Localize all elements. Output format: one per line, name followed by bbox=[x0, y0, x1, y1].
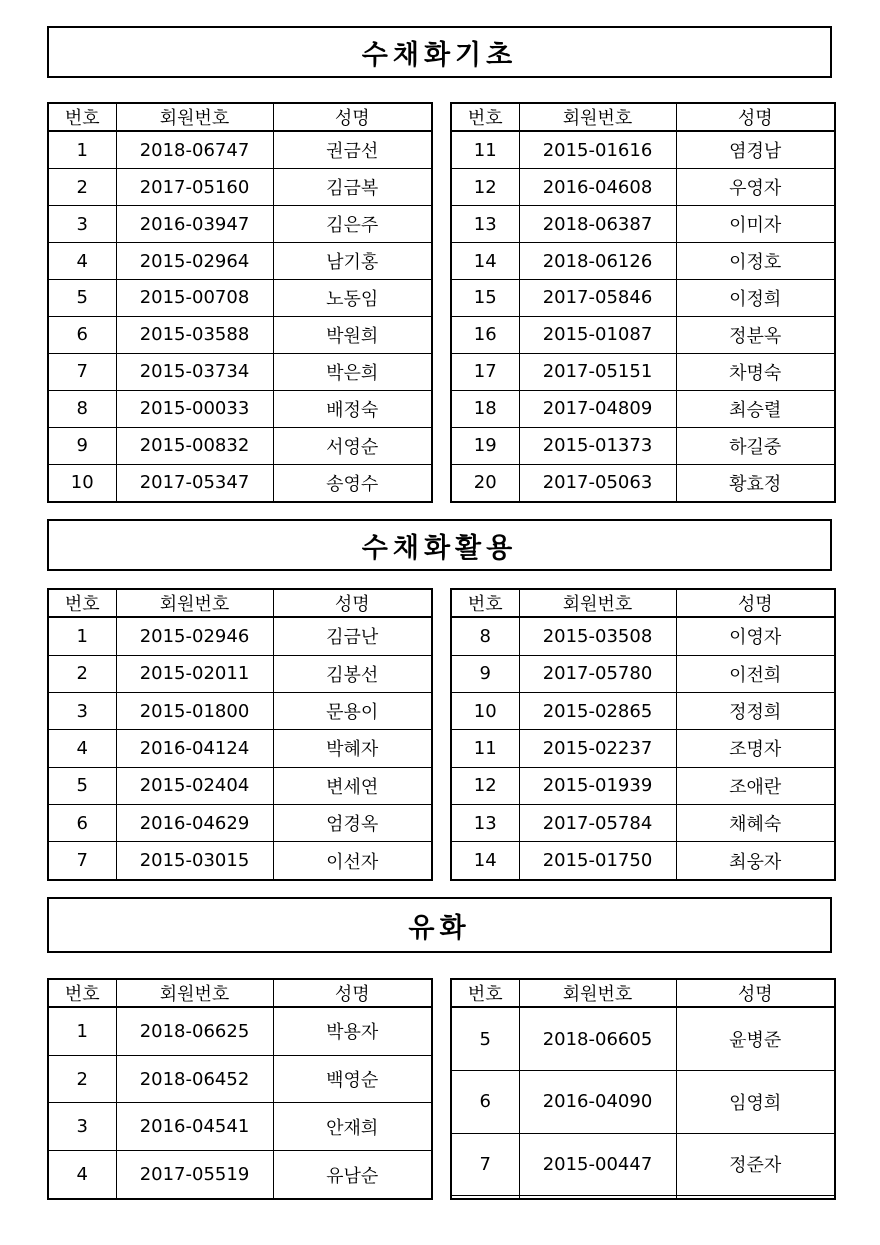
cell-number: 1 bbox=[48, 617, 116, 655]
table-row bbox=[48, 842, 432, 880]
table-row bbox=[451, 427, 835, 464]
cell-name: 조애란 bbox=[676, 767, 835, 804]
cell-number: 4 bbox=[48, 243, 116, 280]
cell-number: 2 bbox=[48, 655, 116, 692]
cell-member-id: 2016-04629 bbox=[116, 805, 273, 842]
cell-number: 14 bbox=[451, 243, 519, 280]
cell-name: 노동임 bbox=[273, 280, 432, 317]
table-row bbox=[48, 353, 432, 390]
roster-table-watercolor-applied-right bbox=[450, 588, 836, 881]
cell-name: 이선자 bbox=[273, 842, 432, 880]
cell-name: 윤병준 bbox=[676, 1007, 835, 1071]
table-row bbox=[451, 464, 835, 502]
table-row bbox=[48, 131, 432, 169]
table-row bbox=[451, 206, 835, 243]
cell-number: 20 bbox=[451, 464, 519, 502]
table-row bbox=[48, 1103, 432, 1151]
cell-name: 김금복 bbox=[273, 169, 432, 206]
table-row bbox=[451, 692, 835, 729]
cell-name: 최승렬 bbox=[676, 390, 835, 427]
cell-number: 2 bbox=[48, 1055, 116, 1103]
cell-member-id: 2015-00447 bbox=[519, 1133, 676, 1195]
roster-table-oil-painting-right bbox=[450, 978, 836, 1200]
cell-number: 7 bbox=[48, 842, 116, 880]
table-row bbox=[48, 655, 432, 692]
cell-number: 6 bbox=[48, 805, 116, 842]
header-member-id: 회원번호 bbox=[519, 589, 676, 617]
roster-table-oil-painting-left bbox=[47, 978, 433, 1200]
header-name: 성명 bbox=[273, 979, 432, 1007]
cell-member-id: 2015-01616 bbox=[519, 131, 676, 169]
cell-number: 9 bbox=[451, 655, 519, 692]
cell-name: 김봉선 bbox=[273, 655, 432, 692]
table-row bbox=[451, 1196, 835, 1199]
header-name: 성명 bbox=[676, 979, 835, 1007]
cell-member-id: 2016-04124 bbox=[116, 730, 273, 767]
cell-member-id: 2015-02865 bbox=[519, 692, 676, 729]
cell-name: 남기홍 bbox=[273, 243, 432, 280]
cell-name: 배정숙 bbox=[273, 390, 432, 427]
header-name: 성명 bbox=[676, 103, 835, 131]
table-row bbox=[451, 1133, 835, 1195]
cell-member-id: 2016-04608 bbox=[519, 169, 676, 206]
cell-number bbox=[451, 1196, 519, 1199]
cell-name: 우영자 bbox=[676, 169, 835, 206]
cell-name: 이미자 bbox=[676, 206, 835, 243]
cell-number: 8 bbox=[451, 617, 519, 655]
cell-member-id: 2015-01939 bbox=[519, 767, 676, 804]
cell-name: 정정희 bbox=[676, 692, 835, 729]
cell-name: 서영순 bbox=[273, 427, 432, 464]
section-title-watercolor-basic: 수채화기초 bbox=[47, 26, 832, 78]
cell-number: 15 bbox=[451, 280, 519, 317]
cell-name: 안재희 bbox=[273, 1103, 432, 1151]
cell-member-id: 2015-00033 bbox=[116, 390, 273, 427]
cell-member-id: 2017-05780 bbox=[519, 655, 676, 692]
table-header-row bbox=[451, 979, 835, 1007]
cell-number: 11 bbox=[451, 730, 519, 767]
cell-number: 17 bbox=[451, 353, 519, 390]
table-row bbox=[48, 730, 432, 767]
table-header-row bbox=[451, 103, 835, 131]
cell-number: 4 bbox=[48, 1151, 116, 1199]
table-row bbox=[48, 767, 432, 804]
cell-number: 8 bbox=[48, 390, 116, 427]
table-row bbox=[48, 169, 432, 206]
table-header-row bbox=[48, 589, 432, 617]
table-row bbox=[48, 206, 432, 243]
cell-member-id: 2017-04809 bbox=[519, 390, 676, 427]
table-row bbox=[451, 842, 835, 880]
cell-number: 12 bbox=[451, 767, 519, 804]
table-header-row bbox=[451, 589, 835, 617]
cell-member-id: 2017-05151 bbox=[519, 353, 676, 390]
cell-number: 13 bbox=[451, 805, 519, 842]
table-row bbox=[451, 767, 835, 804]
table-row bbox=[48, 280, 432, 317]
cell-number: 3 bbox=[48, 692, 116, 729]
cell-name: 변세연 bbox=[273, 767, 432, 804]
roster-table-watercolor-basic-right bbox=[450, 102, 836, 503]
cell-member-id: 2017-05784 bbox=[519, 805, 676, 842]
cell-name: 임영희 bbox=[676, 1071, 835, 1133]
cell-name: 조명자 bbox=[676, 730, 835, 767]
cell-number: 9 bbox=[48, 427, 116, 464]
cell-name: 송영수 bbox=[273, 464, 432, 502]
cell-member-id: 2017-05160 bbox=[116, 169, 273, 206]
cell-member-id: 2018-06747 bbox=[116, 131, 273, 169]
table-row bbox=[451, 280, 835, 317]
table-row bbox=[48, 243, 432, 280]
table-row bbox=[48, 805, 432, 842]
cell-number: 3 bbox=[48, 1103, 116, 1151]
table-row bbox=[451, 390, 835, 427]
table-row bbox=[451, 316, 835, 353]
cell-member-id: 2015-03508 bbox=[519, 617, 676, 655]
cell-name: 박은희 bbox=[273, 353, 432, 390]
cell-number: 5 bbox=[48, 767, 116, 804]
header-name: 성명 bbox=[676, 589, 835, 617]
cell-member-id: 2015-03588 bbox=[116, 316, 273, 353]
cell-member-id: 2017-05063 bbox=[519, 464, 676, 502]
table-row bbox=[451, 730, 835, 767]
cell-name: 엄경옥 bbox=[273, 805, 432, 842]
table-row bbox=[451, 353, 835, 390]
cell-member-id: 2015-02964 bbox=[116, 243, 273, 280]
cell-number: 7 bbox=[48, 353, 116, 390]
cell-name: 박용자 bbox=[273, 1007, 432, 1055]
cell-member-id: 2018-06126 bbox=[519, 243, 676, 280]
cell-name: 이정호 bbox=[676, 243, 835, 280]
cell-name: 박혜자 bbox=[273, 730, 432, 767]
cell-member-id: 2018-06605 bbox=[519, 1007, 676, 1071]
cell-member-id: 2015-02237 bbox=[519, 730, 676, 767]
header-member-id: 회원번호 bbox=[116, 103, 273, 131]
header-number: 번호 bbox=[451, 589, 519, 617]
cell-name: 채혜숙 bbox=[676, 805, 835, 842]
table-row bbox=[451, 617, 835, 655]
table-row bbox=[451, 169, 835, 206]
cell-name: 정분옥 bbox=[676, 316, 835, 353]
table-header-row bbox=[48, 979, 432, 1007]
table-row bbox=[451, 1071, 835, 1133]
cell-name: 염경남 bbox=[676, 131, 835, 169]
cell-member-id: 2017-05846 bbox=[519, 280, 676, 317]
table-row bbox=[48, 390, 432, 427]
header-number: 번호 bbox=[48, 103, 116, 131]
cell-member-id: 2015-01373 bbox=[519, 427, 676, 464]
cell-member-id: 2015-00832 bbox=[116, 427, 273, 464]
cell-number: 10 bbox=[48, 464, 116, 502]
table-row bbox=[48, 464, 432, 502]
table-row bbox=[451, 805, 835, 842]
table-row bbox=[48, 1055, 432, 1103]
section-title-watercolor-applied: 수채화활용 bbox=[47, 519, 832, 571]
cell-number: 10 bbox=[451, 692, 519, 729]
table-row bbox=[451, 1007, 835, 1071]
header-number: 번호 bbox=[48, 589, 116, 617]
cell-member-id bbox=[519, 1196, 676, 1199]
cell-member-id: 2015-02404 bbox=[116, 767, 273, 804]
cell-member-id: 2018-06452 bbox=[116, 1055, 273, 1103]
cell-number: 19 bbox=[451, 427, 519, 464]
table-row bbox=[48, 1007, 432, 1055]
cell-name: 문용이 bbox=[273, 692, 432, 729]
header-member-id: 회원번호 bbox=[519, 979, 676, 1007]
section-title-oil-painting: 유화 bbox=[47, 897, 832, 953]
cell-member-id: 2016-03947 bbox=[116, 206, 273, 243]
cell-number: 5 bbox=[451, 1007, 519, 1071]
cell-member-id: 2015-02011 bbox=[116, 655, 273, 692]
table-row bbox=[451, 243, 835, 280]
header-number: 번호 bbox=[48, 979, 116, 1007]
cell-member-id: 2018-06625 bbox=[116, 1007, 273, 1055]
cell-number: 16 bbox=[451, 316, 519, 353]
cell-name: 황효정 bbox=[676, 464, 835, 502]
table-row bbox=[451, 131, 835, 169]
cell-name: 유남순 bbox=[273, 1151, 432, 1199]
cell-number: 2 bbox=[48, 169, 116, 206]
cell-name: 이전희 bbox=[676, 655, 835, 692]
cell-member-id: 2015-03015 bbox=[116, 842, 273, 880]
cell-member-id: 2017-05519 bbox=[116, 1151, 273, 1199]
header-number: 번호 bbox=[451, 979, 519, 1007]
cell-name: 이정희 bbox=[676, 280, 835, 317]
cell-member-id: 2015-00708 bbox=[116, 280, 273, 317]
table-header-row bbox=[48, 103, 432, 131]
cell-number: 14 bbox=[451, 842, 519, 880]
cell-member-id: 2016-04541 bbox=[116, 1103, 273, 1151]
cell-name: 김금난 bbox=[273, 617, 432, 655]
cell-name: 최웅자 bbox=[676, 842, 835, 880]
cell-number: 5 bbox=[48, 280, 116, 317]
cell-number: 11 bbox=[451, 131, 519, 169]
cell-name: 박원희 bbox=[273, 316, 432, 353]
table-row bbox=[48, 617, 432, 655]
cell-name: 백영순 bbox=[273, 1055, 432, 1103]
cell-number: 6 bbox=[451, 1071, 519, 1133]
cell-member-id: 2017-05347 bbox=[116, 464, 273, 502]
cell-member-id: 2015-01087 bbox=[519, 316, 676, 353]
cell-number: 6 bbox=[48, 316, 116, 353]
cell-number: 4 bbox=[48, 730, 116, 767]
cell-number: 7 bbox=[451, 1133, 519, 1195]
cell-member-id: 2015-01750 bbox=[519, 842, 676, 880]
header-number: 번호 bbox=[451, 103, 519, 131]
roster-table-watercolor-applied-left bbox=[47, 588, 433, 881]
header-name: 성명 bbox=[273, 103, 432, 131]
cell-number: 3 bbox=[48, 206, 116, 243]
cell-number: 1 bbox=[48, 131, 116, 169]
cell-member-id: 2018-06387 bbox=[519, 206, 676, 243]
header-name: 성명 bbox=[273, 589, 432, 617]
header-member-id: 회원번호 bbox=[116, 979, 273, 1007]
roster-table-watercolor-basic-left bbox=[47, 102, 433, 503]
header-member-id: 회원번호 bbox=[519, 103, 676, 131]
cell-member-id: 2015-03734 bbox=[116, 353, 273, 390]
header-member-id: 회원번호 bbox=[116, 589, 273, 617]
cell-name: 권금선 bbox=[273, 131, 432, 169]
table-row bbox=[451, 655, 835, 692]
table-row bbox=[48, 316, 432, 353]
table-row bbox=[48, 692, 432, 729]
cell-name: 하길중 bbox=[676, 427, 835, 464]
cell-number: 18 bbox=[451, 390, 519, 427]
cell-name: 정준자 bbox=[676, 1133, 835, 1195]
cell-member-id: 2015-02946 bbox=[116, 617, 273, 655]
table-row bbox=[48, 427, 432, 464]
cell-member-id: 2016-04090 bbox=[519, 1071, 676, 1133]
cell-member-id: 2015-01800 bbox=[116, 692, 273, 729]
cell-name: 이영자 bbox=[676, 617, 835, 655]
cell-number: 12 bbox=[451, 169, 519, 206]
table-row bbox=[48, 1151, 432, 1199]
cell-name: 차명숙 bbox=[676, 353, 835, 390]
cell-name: 김은주 bbox=[273, 206, 432, 243]
cell-name bbox=[676, 1196, 835, 1199]
cell-number: 1 bbox=[48, 1007, 116, 1055]
cell-number: 13 bbox=[451, 206, 519, 243]
